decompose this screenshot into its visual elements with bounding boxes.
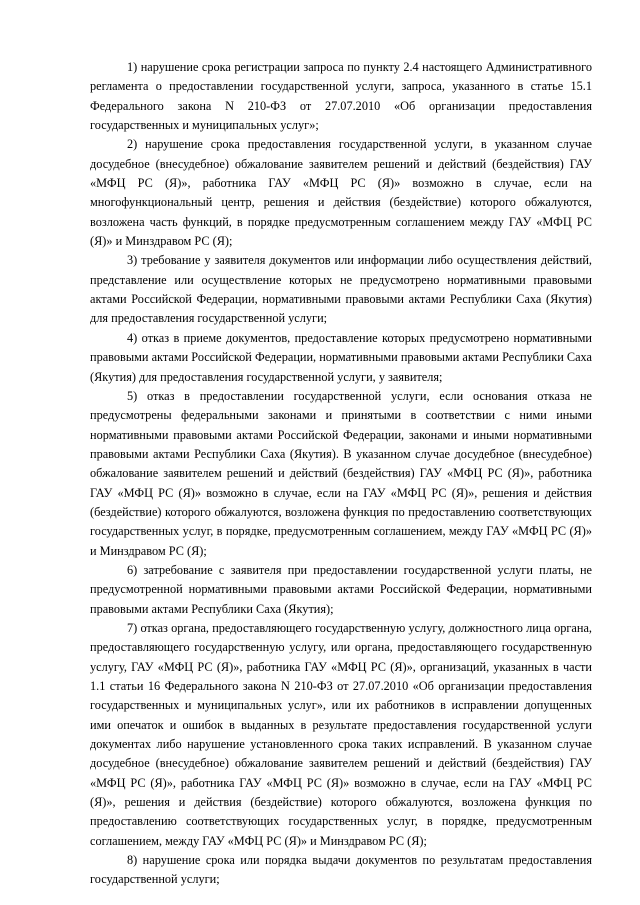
list-item-1: 1) нарушение срока регистрации запроса по пункту 2.4 настоящего Административного регламента о предоставлении государственной услуги, запроса, указанного в статье 15.1 Федерального закона N 210-ФЗ от 27.07.2010 «Об организации предоставления государственных и муниципальных услуг»; [90,60,592,133]
list-item-4: 4) отказ в приеме документов, предоставление которых предусмотрено нормативными правовыми актами Российской Федерации, нормативными правовыми актами Республики Саха (Якутия) для предоставления государственной услуги, у заявителя; [90,330,592,384]
list-item-7: 7) отказ органа, предоставляющего государственную услугу, должностного лица органа, предоставляющего государственную услугу, или органа, предоставляющего государственную услугу, ГАУ «МФЦ РС (Я)», работника ГАУ «МФЦ РС (Я)», организаций, указанных в части 1.1 статьи 16 Федерального закона N 210-ФЗ от 27.07.2010 «Об организации предоставления государственных и муниципальных услуг», или их работников в исправлении допущенных ими опечаток и ошибок в выданных в результате предоставления государственной услуги документах либо нарушение установленного срока таких исправлений. В указанном случае досудебное (внесудебное) обжалование заявителем решений и действий (бездействия) ГАУ «МФЦ РС (Я)», работника ГАУ «МФЦ РС (Я)» возможно в случае, если на ГАУ «МФЦ РС (Я)», решения и действия (бездействие) которого обжалуются, возложена функция по предоставлению соответствующих государственных услуг, в порядке, предусмотренным соглашением, между ГАУ «МФЦ РС (Я)» и Минздравом РС (Я); [90,620,592,848]
list-item-8: 8) нарушение срока или порядка выдачи документов по результатам предоставления государственной услуги; [90,853,592,887]
list-item-3: 3) требование у заявителя документов или информации либо осуществления действий, представление или осуществление которых не предусмотрено нормативными правовыми актами Российской Федерации, нормативными правовыми актами Республики Саха (Якутия) для предоставления государственной услуги; [90,253,592,326]
list-item-6: 6) затребование с заявителя при предоставлении государственной услуги платы, не предусмотренной нормативными правовыми актами Российской Федерации, нормативными правовыми актами Республики Саха (Якутия); [90,562,592,616]
document-body [90,58,592,890]
list-item-5: 5) отказ в предоставлении государственной услуги, если основания отказа не предусмотрены федеральными законами и принятыми в соответствии с ними иными нормативными правовыми актами Российской Федерации, законами и иными нормативными правовыми актами Республики Саха (Якутия). В указанном случае досудебное (внесудебное) обжалование заявителем решений и действий (бездействия) ГАУ «МФЦ РС (Я)», работника ГАУ «МФЦ РС (Я)» возможно в случае, если на ГАУ «МФЦ РС (Я)», решения и действия (бездействие) которого обжалуются, возложена функция по предоставлению соответствующих государственных услуг, в порядке, предусмотренным соглашением, между ГАУ «МФЦ РС (Я)» и Минздравом РС (Я); [90,388,592,558]
list-item-2: 2) нарушение срока предоставления государственной услуги, в указанном случае досудебное (внесудебное) обжалование заявителем решений и действий (бездействия) ГАУ «МФЦ РС (Я)», работника ГАУ «МФЦ РС (Я)» возможно в случае, если на многофункциональный центр, решения и действия (бездействие) которого обжалуются, возложена часть функций, в порядке предусмотренным соглашением между ГАУ «МФЦ РС (Я)» и Минздравом РС (Я); [90,137,592,249]
